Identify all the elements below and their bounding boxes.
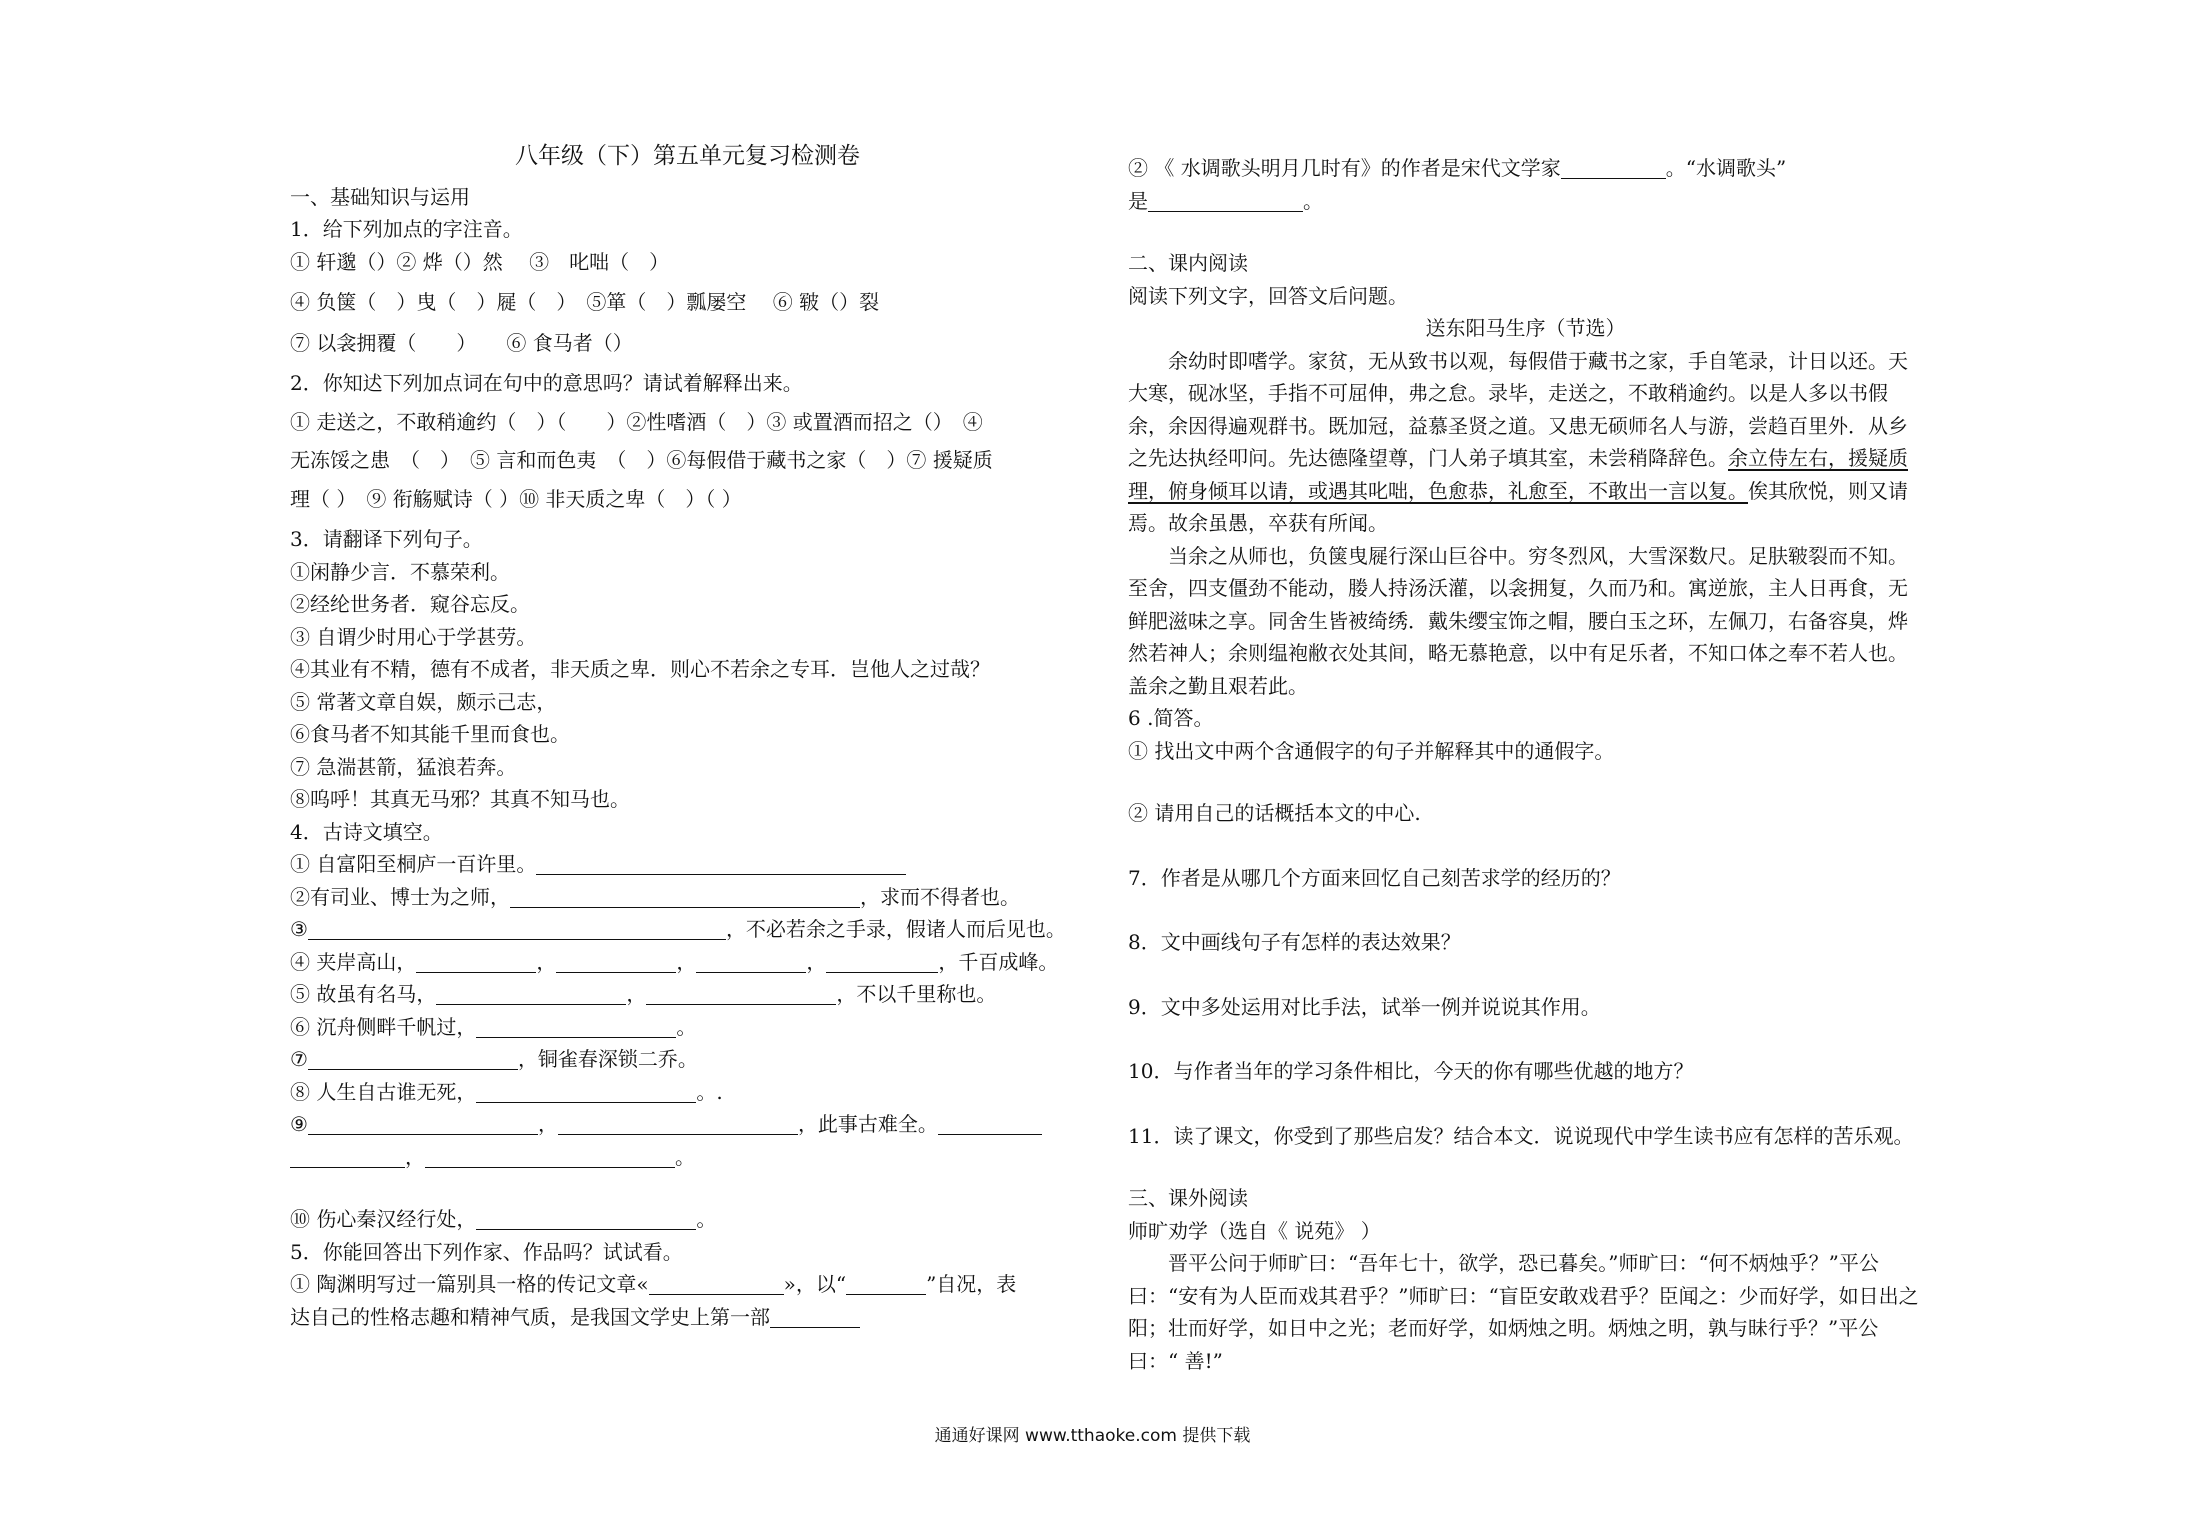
question-2: 2．你知迖下列加点词在句中的意思吗？请试着解释出来。 bbox=[290, 371, 803, 395]
reading-instruction: 阅读下列文字，回答文后问题。 bbox=[1128, 283, 1408, 308]
footer-credit: 通通好课网 www.tthaoke.com 提供下载 bbox=[934, 1426, 1251, 1446]
q3-line: ⑧呜呼！其真无马邪？其真不知马也。 bbox=[290, 787, 630, 811]
answer-blank[interactable] bbox=[308, 919, 726, 940]
passage-paragraph: 余幼时即嗜学。家贫，无从致书以观，每假借于藏书之家，手自笔录，计日以还。天大寒，砚冰坚，手指不可屈伸，弗之怠。录毕，走送之，不敢稍逾约。以是人多以书假余，余因得遍观群书。既加冠，益慕圣贤之道。又患无硕师名人与游，尝趋百里外．从乡之先达执经叩问。先达德隆望尊，门人弟子填其室，未尝稍降辞色。余立侍左右，援疑质理，俯身倾耳以请，或遇其叱咄，色愈恭，礼愈至，不敢出一言以复。俟其欣悦，则又请焉。故余虽愚，卒获有所闻。 bbox=[1128, 348, 1908, 535]
question-3: 3．请翻译下列句子。 bbox=[290, 527, 483, 551]
q5-item: 达自己的性格志趣和精神气质，是我国文学史上第一部 bbox=[290, 1301, 1085, 1334]
q4-item: ⑧ 人生自古谁无死， 。. bbox=[290, 1079, 723, 1104]
answer-blank[interactable] bbox=[846, 1274, 926, 1295]
section-heading: 一、基础知识与运用 bbox=[290, 184, 470, 209]
q1-line: ① 轩邈（）② 烨（）然 ③ 叱咄（ ） bbox=[290, 249, 670, 274]
answer-blank[interactable] bbox=[649, 1274, 784, 1295]
answer-blank[interactable] bbox=[290, 1147, 405, 1168]
q4-item: ④ 夹岸高山， ， ， ， ，千百成峰。 bbox=[290, 949, 1059, 974]
answer-blank[interactable] bbox=[476, 1082, 696, 1103]
q4-item: ③ ，不必若余之手录，假诸人而后见也。 bbox=[290, 917, 1066, 941]
page-title: 八年级（下）第五单元复习检测卷 bbox=[515, 143, 860, 169]
passage-paragraph: 晋平公问于师旷曰：“吾年七十，欲学，恐已暮矣。”师旷曰：“何不炳烛乎？”平公曰：“安有为人臣而戏其君乎？”师旷曰：“盲臣安敢戏君乎？臣闻之：少而好学，如日出之阳；壮而好学，如日中之光；老而好学，如炳烛之明。炳烛之明，孰与昧行乎？”平公曰：“ 善!” bbox=[1128, 1251, 1919, 1373]
q3-line: ②经纶世务者．窥谷忘反。 bbox=[290, 592, 530, 616]
q2-line: 无冻馁之患 （ ） ⑤ 言和而色夷 （ ）⑥每假借于藏书之家（ ）⑦ 援疑质 bbox=[290, 448, 993, 472]
question-9: 9．文中多处运用对比手法，试举一例并说说其作用。 bbox=[1128, 994, 1601, 1019]
q4-item: ⑩ 伤心秦汉经行处， 。 bbox=[290, 1207, 717, 1231]
q2-line: 理（ ） ⑨ 衔觞赋诗（ ）⑩ 非天质之卑（ ）（ ） bbox=[290, 486, 742, 511]
section-heading: 二、课内阅读 bbox=[1128, 251, 1248, 275]
answer-blank[interactable] bbox=[1561, 158, 1666, 179]
question-6: 6 .简答。 bbox=[1128, 706, 1214, 730]
answer-blank[interactable] bbox=[476, 1017, 676, 1038]
q3-line: ③ 自谓少时用心于学甚劳。 bbox=[290, 624, 537, 649]
q1-line: ④ 负箧（ ）曳（ ）屣（ ） ⑤箪（ ）瓢屡空 ⑥ 皲（）裂 bbox=[290, 290, 880, 314]
q3-line: ①闲静少言．不慕荣利。 bbox=[290, 559, 510, 584]
q4-item: ① 自富阳至桐庐一百许里。 bbox=[290, 848, 1085, 881]
q4-item: ⑦ ，铜雀春深锁二乔。 bbox=[290, 1047, 698, 1071]
q4-item: ⑥ 沉舟侧畔千帆过， 。 bbox=[290, 1014, 697, 1039]
q4-item: ， 。 bbox=[290, 1141, 1085, 1174]
question-11: 11．读了课文，你受到了那些启发？结合本文．说说现代中学生读书应有怎样的苦乐观。 bbox=[1128, 1123, 1914, 1148]
right-column bbox=[1128, 0, 1923, 1377]
left-column bbox=[290, 0, 1085, 1333]
question-10: 10．与作者当年的学习条件相比，今天的你有哪些优越的地方？ bbox=[1128, 1059, 1694, 1083]
answer-blank[interactable] bbox=[510, 887, 860, 908]
q3-line: ⑦ 急湍甚箭，猛浪若奔。 bbox=[290, 754, 517, 779]
section-heading: 三、课外阅读 bbox=[1128, 1186, 1248, 1210]
q5-item: ② 《 水调歌头明月几时有》的作者是宋代文学家 。“水调歌头” bbox=[1128, 156, 1787, 180]
answer-blank[interactable] bbox=[556, 952, 676, 973]
passage-paragraph: 当余之从师也，负箧曳屣行深山巨谷中。穷冬烈风，大雪深数尺。足肤皲裂而不知。至舍，四支僵劲不能动，媵人持汤沃灌，以衾拥复，久而乃和。寓逆旅，主人日再食，无鲜肥滋味之享。同舍生皆被绮绣．戴朱缨宝饰之帽，腰白玉之环，左佩刀，右备容臭，烨然若神人；余则缊袍敝衣处其间，略无慕艳意，以中有足乐者，不知口体之奉不若人也。盖余之勤且艰若此。 bbox=[1128, 543, 1908, 698]
q4-item: ⑨ ， ，此事古难全。 bbox=[290, 1108, 1085, 1141]
question-8: 8．文中画线句子有怎样的表达效果？ bbox=[1128, 930, 1461, 954]
question-1: 1．给下列加点的字注音。 bbox=[290, 217, 523, 241]
q3-line: ⑤ 常著文章自娱，颇示己志， bbox=[290, 689, 557, 714]
question-4: 4．古诗文填空。 bbox=[290, 819, 443, 844]
answer-blank[interactable] bbox=[770, 1307, 860, 1328]
q1-line: ⑦ 以衾拥覆（ ） ⑥ 食马者（） bbox=[290, 330, 633, 355]
q5-item: ① 陶渊明写过一篇别具一格的传记文章« »，以“ ”自况，表 bbox=[290, 1272, 1017, 1296]
answer-blank[interactable] bbox=[416, 952, 536, 973]
answer-blank[interactable] bbox=[646, 984, 836, 1005]
q4-item: ⑤ 故虽有名马， ， ，不以千里称也。 bbox=[290, 982, 997, 1006]
q4-item: ②有司业、博士为之师， ，求而不得者也。 bbox=[290, 884, 1020, 909]
answer-blank[interactable] bbox=[308, 1049, 518, 1070]
underlined-sentence: 余立侍左右，援疑质理，俯身倾耳以请，或遇其叱咄，色愈恭，礼愈至，不敢出一言以复。 bbox=[1128, 446, 1908, 503]
answer-blank[interactable] bbox=[308, 1114, 538, 1135]
q3-line: ⑥食马者不知其能千里而食也。 bbox=[290, 722, 570, 746]
passage-title: 师旷劝学（选自《 说苑》 ） bbox=[1128, 1218, 1381, 1243]
q2-line: ① 走送之，不敢稍逾约（ ）（ ）②性嗜酒（ ）③ 或置酒而招之（） ④ bbox=[290, 409, 983, 434]
answer-blank[interactable] bbox=[476, 1209, 696, 1230]
answer-blank[interactable] bbox=[425, 1147, 675, 1168]
question-7: 7．作者是从哪几个方面来回忆自己刻苦求学的经历的？ bbox=[1128, 865, 1621, 890]
q6-item: ② 请用自己的话概括本文的中心. bbox=[1128, 801, 1421, 825]
answer-blank[interactable] bbox=[696, 952, 806, 973]
answer-blank[interactable] bbox=[826, 952, 938, 973]
answer-blank[interactable] bbox=[1148, 191, 1303, 212]
q3-line: ④其业有不精，德有不成者，非天质之卑．则心不若余之专耳．岂他人之过哉？ bbox=[290, 657, 990, 681]
answer-blank[interactable] bbox=[536, 854, 906, 875]
passage-title: 送东阳马生序（节选） bbox=[1425, 316, 1626, 340]
q5-item: 是 。 bbox=[1128, 188, 1323, 213]
answer-blank[interactable] bbox=[938, 1114, 1042, 1135]
answer-blank[interactable] bbox=[436, 984, 626, 1005]
question-5: 5．你能回答出下列作家、作品吗？试试看。 bbox=[290, 1239, 683, 1264]
q6-item: ① 找出文中两个含通假字的句子并解释其中的通假字。 bbox=[1128, 738, 1615, 763]
answer-blank[interactable] bbox=[558, 1114, 798, 1135]
